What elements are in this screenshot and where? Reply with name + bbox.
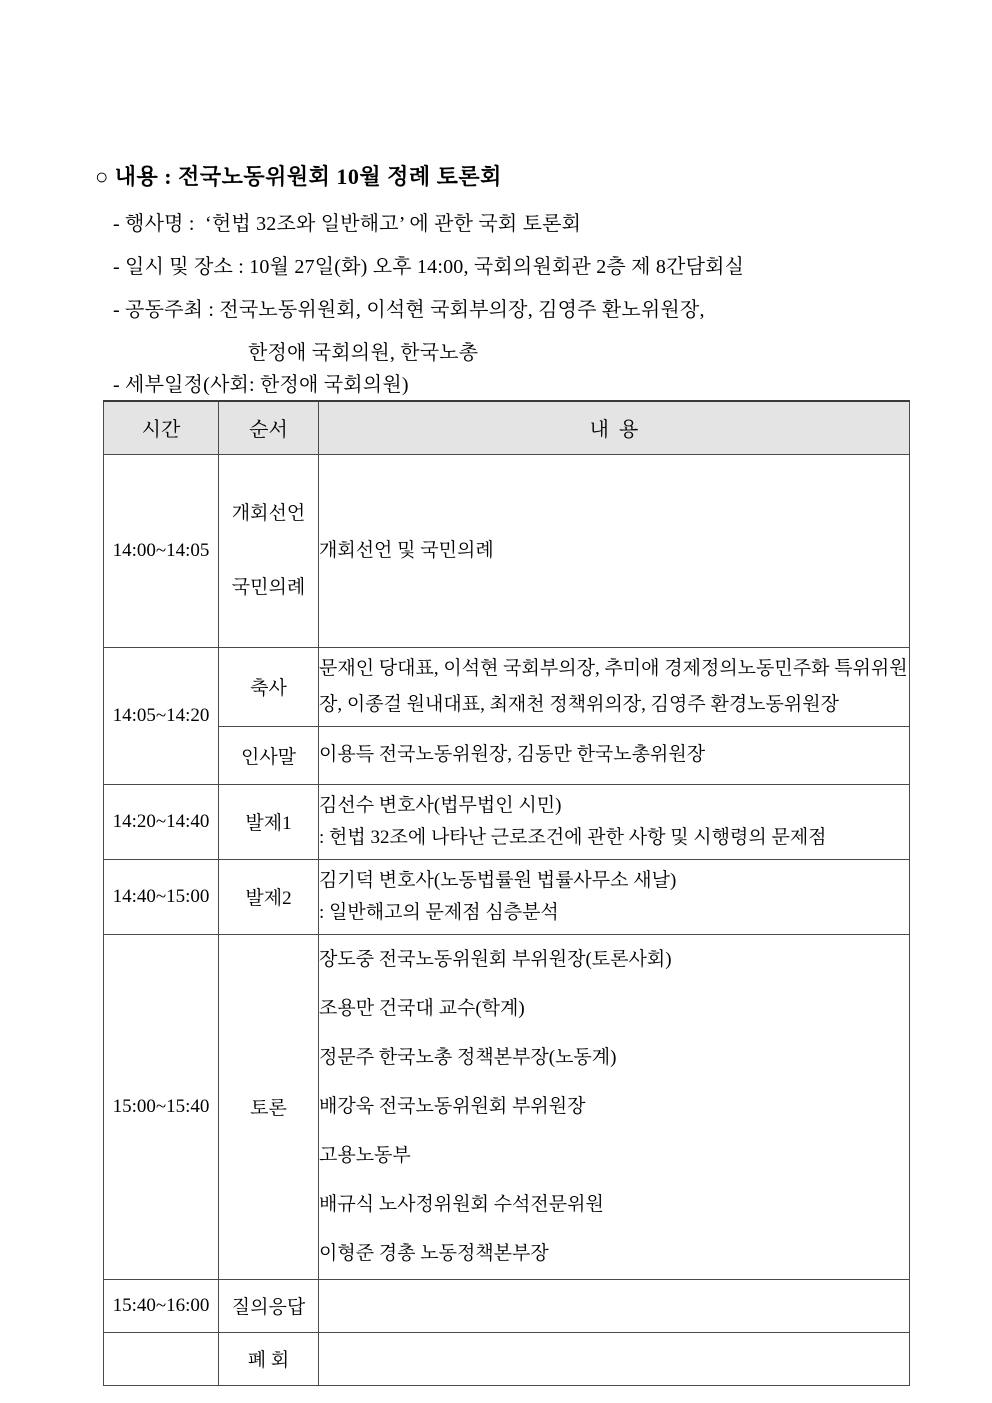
- table-row-opening: [104, 454, 910, 647]
- table-row-closing: [104, 1332, 910, 1385]
- cell-time: 14:40~15:00: [104, 859, 219, 934]
- cell-time: 14:20~14:40: [104, 784, 219, 859]
- content-line: 이형준 경총 노동정책본부장: [319, 1243, 549, 1264]
- cell-content: [319, 784, 910, 859]
- content-line: 정문주 한국노총 정책본부장(노동계): [319, 1047, 617, 1068]
- cell-time: 15:40~16:00: [104, 1279, 219, 1332]
- column-header-content: 내 용: [319, 401, 910, 454]
- content-line: 장도중 전국노동위원회 부위원장(토론사회): [319, 949, 672, 970]
- cell-content: [319, 1332, 910, 1385]
- order-line: 국민의례: [231, 576, 306, 598]
- cell-time: 14:00~14:05: [104, 454, 219, 647]
- content-line: 배규식 노사정위원회 수석전문위원: [319, 1194, 604, 1215]
- content-line: : 일반해고의 문제점 심층분석: [319, 901, 559, 923]
- cell-order: 폐 회: [219, 1332, 319, 1385]
- table-row-qna: [104, 1279, 910, 1332]
- content-line: 조용만 건국대 교수(학계): [319, 998, 525, 1019]
- page-title: ○ 내용 : 전국노동위원회 10월 정례 토론회: [95, 164, 502, 189]
- detail-event-name: - 행사명 : ‘헌법 32조와 일반해고’ 에 관한 국회 토론회: [113, 213, 582, 235]
- table-row-presentation2: [104, 859, 910, 934]
- cell-time: [104, 1332, 219, 1385]
- cell-order: 토론: [219, 934, 319, 1279]
- detail-cohosts-continued: 한정애 국회의원, 한국노총: [248, 342, 479, 364]
- column-header-time: 시간: [104, 401, 219, 454]
- cell-order: 축사: [219, 647, 319, 726]
- content-line: 김선수 변호사(법무법인 시민): [319, 794, 562, 816]
- cell-content: 개회선언 및 국민의례: [319, 454, 910, 647]
- cell-content: 이용득 전국노동위원장, 김동만 한국노총위원장: [319, 726, 910, 784]
- table-row-presentation1: [104, 784, 910, 859]
- cell-order: 발제2: [219, 859, 319, 934]
- cell-content: [319, 1279, 910, 1332]
- cell-content: [319, 934, 910, 1279]
- cell-order: 인사말: [219, 726, 319, 784]
- table-header-row: [104, 401, 910, 454]
- detail-cohosts: - 공동주최 : 전국노동위원회, 이석현 국회부의장, 김영주 환노위원장,: [113, 299, 705, 321]
- table-row-discussion: [104, 934, 910, 1279]
- schedule-table: [103, 400, 910, 1386]
- table-row-greeting: [104, 726, 910, 784]
- content-line: : 헌법 32조에 나타난 근로조건에 관한 사항 및 시행령의 문제점: [319, 826, 827, 848]
- cell-order: 발제1: [219, 784, 319, 859]
- cell-order: 질의응답: [219, 1279, 319, 1332]
- detail-schedule-label: - 세부일정(사회: 한정애 국회의원): [113, 374, 409, 396]
- table-row-congratulations: [104, 647, 910, 726]
- detail-datetime-venue: - 일시 및 장소 : 10월 27일(화) 오후 14:00, 국회의원회관 2층 제 8간담회실: [113, 256, 745, 278]
- cell-content: 문재인 당대표, 이석현 국회부의장, 추미애 경제정의노동민주화 특위위원장, 이종걸 원내대표, 최재천 정책위의장, 김영주 환경노동위원장: [319, 647, 910, 726]
- cell-content: [319, 859, 910, 934]
- cell-time: 15:00~15:40: [104, 934, 219, 1279]
- cell-time: 14:05~14:20: [104, 647, 219, 784]
- content-line: 김기덕 변호사(노동법률원 법률사무소 새날): [319, 869, 677, 891]
- order-line: 개회선언: [231, 502, 306, 524]
- content-line: 배강욱 전국노동위원회 부위원장: [319, 1096, 586, 1117]
- column-header-order: 순서: [219, 401, 319, 454]
- content-line: 고용노동부: [319, 1145, 411, 1166]
- cell-order: [219, 454, 319, 647]
